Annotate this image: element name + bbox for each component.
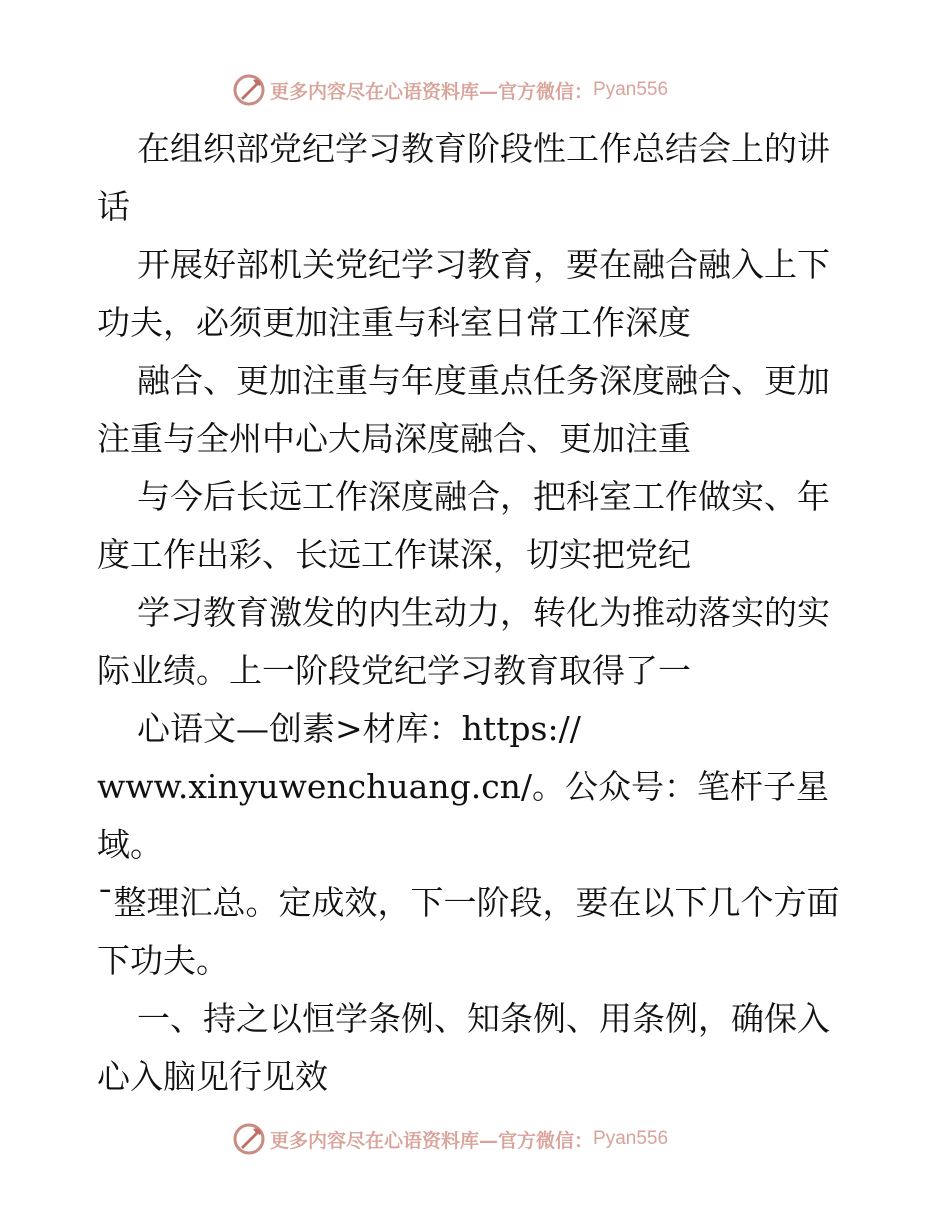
watermark-text: 更多内容尽在心语资料库—官方微信：: [270, 80, 594, 103]
watermark-account: Pyan556: [593, 1128, 669, 1149]
quill-pen-logo-icon: [232, 73, 266, 107]
document-body: [97, 120, 857, 1106]
paragraph: 心语文—创素>材库：https://: [137, 709, 581, 748]
paragraph: ¯整理汇总。定成效，下一阶段，要在以下几个方面下功夫。: [97, 883, 840, 980]
footer-watermark: [232, 1121, 668, 1157]
paragraph: 与今后长远工作深度融合，把科室工作做实、年度工作出彩、长远工作谋深，切实把党纪: [97, 477, 830, 574]
paragraph: 融合、更加注重与年度重点任务深度融合、更加注重与全州中心大局深度融合、更加注重: [97, 361, 830, 458]
section-heading: 一、持之以恒学条例、知条例、用条例，确保入心入脑见行见效: [97, 999, 830, 1096]
watermark-account: Pyan556: [593, 79, 669, 100]
paragraph: 开展好部机关党纪学习教育，要在融合融入上下功夫，必须更加注重与科室日常工作深度: [97, 245, 830, 342]
paragraph: 学习教育激发的内生动力，转化为推动落实的实际业绩。上一阶段党纪学习教育取得了一: [97, 593, 830, 690]
watermark-text: 更多内容尽在心语资料库—官方微信：: [270, 1129, 594, 1152]
quill-pen-logo-icon: [232, 1122, 266, 1156]
header-watermark: [232, 72, 668, 108]
paragraph: www.xinyuwenchuang.cn/。公众号：笔杆子星域。: [97, 767, 830, 864]
document-title: 在组织部党纪学习教育阶段性工作总结会上的讲话: [97, 129, 830, 226]
